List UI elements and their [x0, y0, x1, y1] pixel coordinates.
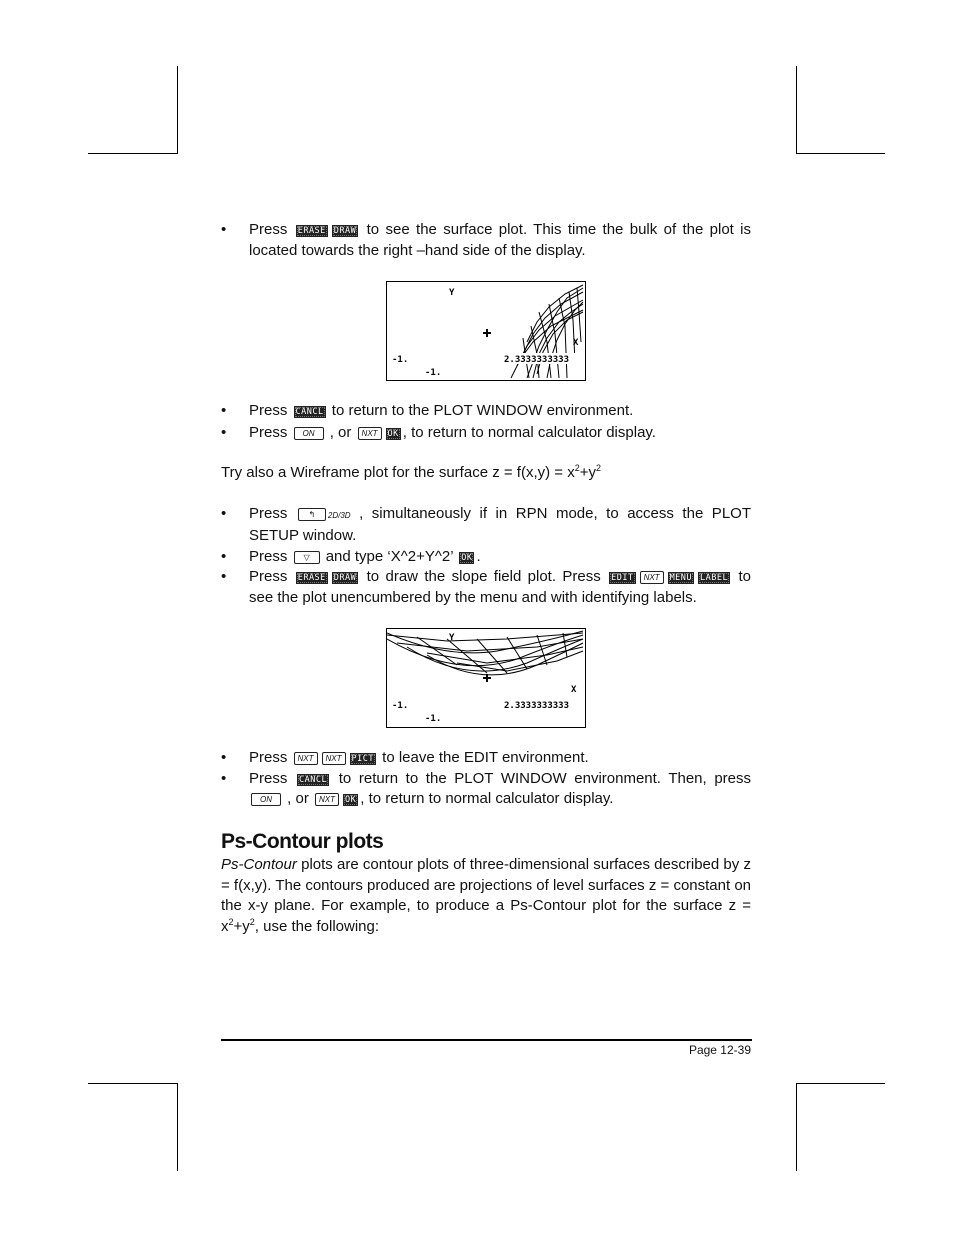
on-key-icon: ON	[294, 427, 324, 440]
nxt-key-icon: NXT	[322, 752, 346, 765]
wireframe-surface	[387, 631, 583, 675]
crop-mark	[177, 66, 178, 154]
list-item: • Press ERASE DRAW to draw the slope field plot. Press EDIT NXT MENU LABEL to see the plot unencumbered by the menu and with identifying labels.	[221, 567, 751, 608]
ok-softkey-icon: OK	[345, 795, 357, 805]
bullet-list-1	[221, 220, 751, 261]
draw-softkey-icon: DRAW	[333, 226, 357, 236]
down-arrow-key-icon: ▽	[294, 551, 320, 564]
label-softkey-icon: LABEL	[700, 573, 729, 583]
crop-mark	[177, 1083, 178, 1171]
nxt-key-icon: NXT	[294, 752, 318, 765]
erase-softkey-icon: ERASE	[297, 226, 326, 236]
ymin-value: -1.	[425, 714, 442, 724]
2d3d-key-icon: 2D/3D	[327, 510, 351, 520]
calculator-screen-wireframe-plot	[386, 628, 586, 728]
crop-mark	[796, 153, 885, 154]
erase-softkey-icon: ERASE	[297, 573, 326, 583]
page-content	[221, 220, 751, 937]
crop-mark	[796, 66, 797, 154]
x-axis-label: X	[573, 338, 579, 348]
y-axis-label: Y	[449, 633, 455, 643]
cursor-crosshair	[483, 329, 491, 337]
ok-softkey-icon: OK	[387, 428, 399, 439]
ymin-value: -1.	[425, 368, 442, 378]
footer-rule	[221, 1039, 752, 1041]
crop-mark	[88, 153, 177, 154]
xmin-value: -1.	[392, 355, 409, 365]
bullet-list-4	[221, 748, 751, 810]
list-item: • Press ON , or NXT OK , to return to normal calculator display.	[221, 423, 751, 444]
try-wireframe-text: Try also a Wireframe plot for the surface $z = f(x,y) = x^2+y^2$	[221, 463, 602, 481]
nxt-key-icon: NXT	[358, 427, 382, 440]
cancel-softkey-icon: CANCL	[295, 407, 324, 417]
xmin-value: -1.	[392, 701, 409, 711]
xmax-value: 2.3333333333	[504, 355, 570, 365]
page-number: Page 12-39	[688, 1043, 751, 1057]
bullet-list-3	[221, 504, 751, 609]
nxt-key-icon: NXT	[640, 571, 664, 584]
list-item: • Press CANCL to return to the PLOT WINDOW environment. Then, press ON , or NXT OK , to return to normal calculator display.	[221, 769, 751, 810]
crop-mark	[796, 1083, 797, 1171]
list-item: • Press NXT NXT PICT to leave the EDIT environment.	[221, 748, 751, 769]
xmax-value: 2.3333333333	[504, 701, 570, 711]
section-heading: Ps-Contour plots	[221, 829, 384, 853]
cancel-softkey-icon: CANCL	[298, 774, 328, 785]
calculator-screen-surface-plot	[386, 281, 586, 381]
bullet-list-2	[221, 401, 751, 443]
list-item: • Press CANCL to return to the PLOT WINDOW environment.	[221, 401, 751, 422]
crop-mark	[88, 1083, 177, 1084]
ok-softkey-icon: OK	[461, 552, 473, 563]
left-shift-key-icon: ↰	[298, 508, 326, 521]
x-axis-label: X	[571, 685, 577, 695]
list-item: • Press ↰ 2D/3D , simultaneously if in RPN mode, to access the PLOT SETUP window.	[221, 504, 751, 547]
nxt-key-icon: NXT	[315, 793, 339, 806]
list-item: • Press ▽ and type ‘X^2+Y^2’ OK .	[221, 547, 751, 568]
menu-softkey-icon: MENU	[669, 573, 693, 583]
on-key-icon: ON	[251, 793, 281, 806]
edit-softkey-icon: EDIT	[611, 573, 634, 583]
crop-mark	[796, 1083, 885, 1084]
y-axis-label: Y	[449, 288, 455, 298]
ps-contour-paragraph: Ps-Contour plots are contour plots of three-dimensional surfaces described by z = f(x,y). The contours produced are projections of level surfaces z = constant on the x-y plane. For example, to produce a Ps-Contour plot for the surface $z = x^2+y^2$, use the following:	[221, 856, 752, 935]
pict-softkey-icon: PICT	[351, 754, 374, 764]
list-item: • Press ERASE DRAW to see the surface plot. This time the bulk of the plot is located towards the right –hand side of the display.	[221, 220, 751, 261]
draw-softkey-icon: DRAW	[333, 573, 357, 583]
